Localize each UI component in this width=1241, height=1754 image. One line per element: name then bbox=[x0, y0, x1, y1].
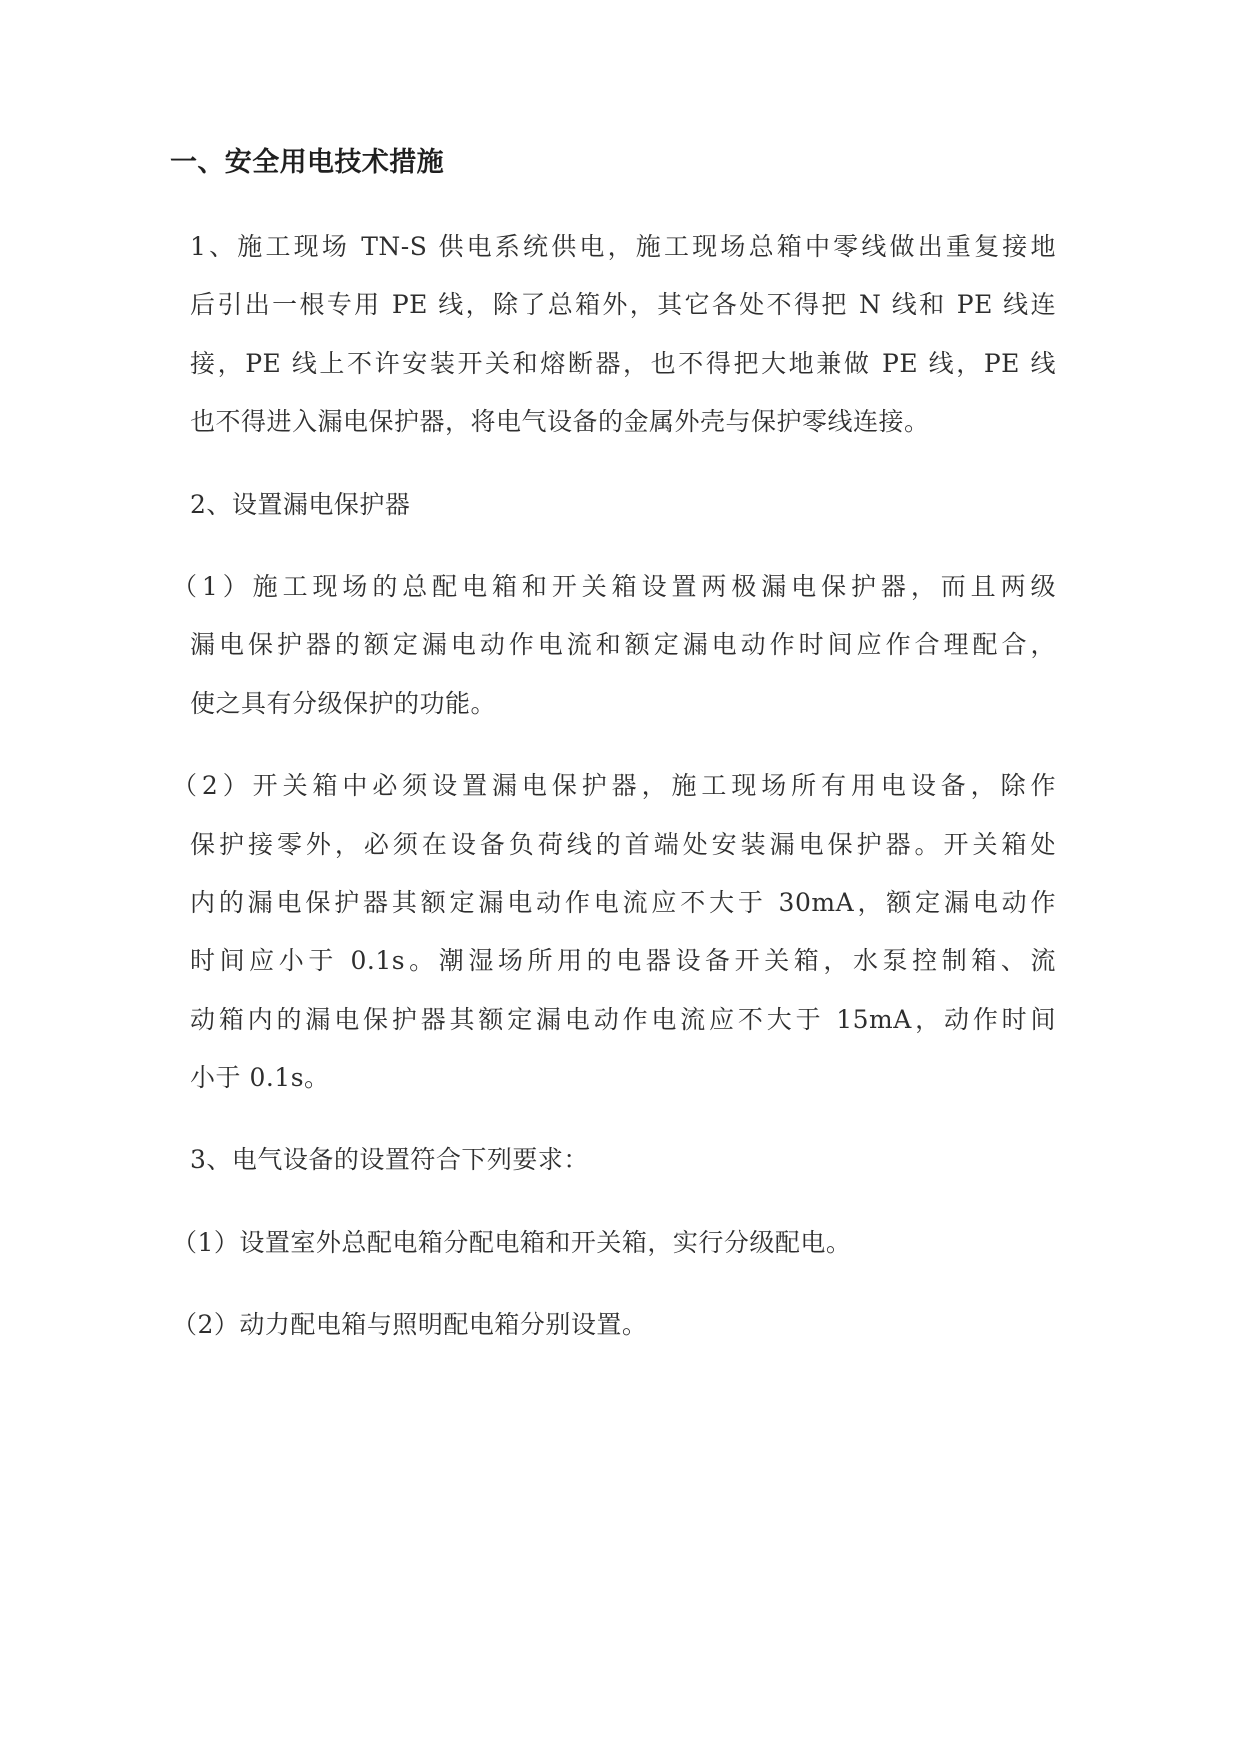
paragraph-line: 使之具有分级保护的功能。 bbox=[190, 688, 497, 718]
subheading-line: 3、电气设备的设置符合下列要求： bbox=[190, 1145, 589, 1175]
section-title: 一、安全用电技术措施 bbox=[170, 147, 444, 178]
paragraph-line: 内的漏电保护器其额定漏电动作电流应不大于 30mA，额定漏电动作 bbox=[190, 887, 1056, 917]
paragraph-line: 时间应小于 0.1s。潮湿场所用的电器设备开关箱，水泵控制箱、流 bbox=[190, 946, 1056, 976]
paragraph-line: （2）开关箱中必须设置漏电保护器，施工现场所有用电设备，除作 bbox=[172, 771, 1056, 801]
paragraph-requirement-1 bbox=[172, 1214, 1056, 1272]
paragraph-line: 动箱内的漏电保护器其额定漏电动作电流应不大于 15mA，动作时间 bbox=[190, 1004, 1056, 1034]
paragraph-line: （2）动力配电箱与照明配电箱分别设置。 bbox=[172, 1310, 648, 1340]
paragraph-line: 小于 0.1s。 bbox=[190, 1063, 330, 1093]
paragraph-line: 后引出一根专用 PE 线，除了总箱外，其它各处不得把 N 线和 PE 线连 bbox=[190, 290, 1056, 320]
subheading-line: 2、设置漏电保护器 bbox=[190, 489, 411, 519]
paragraph-requirement-2 bbox=[172, 1296, 1056, 1354]
paragraph-line: 也不得进入漏电保护器，将电气设备的金属外壳与保护零线连接。 bbox=[190, 407, 930, 437]
heading-leakage-protector bbox=[190, 476, 1056, 534]
paragraph-line: （1）施工现场的总配电箱和开关箱设置两极漏电保护器，而且两级 bbox=[172, 571, 1056, 601]
paragraph-line: 保护接零外，必须在设备负荷线的首端处安装漏电保护器。开关箱处 bbox=[190, 829, 1056, 859]
document-page bbox=[170, 134, 1056, 1379]
paragraph-item-2-switch-box bbox=[172, 757, 1056, 1107]
paragraph-line: 接，PE 线上不许安装开关和熔断器，也不得把大地兼做 PE 线，PE 线 bbox=[190, 348, 1056, 378]
paragraph-line: 1、施工现场 TN-S 供电系统供电，施工现场总箱中零线做出重复接地 bbox=[190, 232, 1056, 261]
paragraph-line: （1）设置室外总配电箱分配电箱和开关箱，实行分级配电。 bbox=[172, 1227, 852, 1257]
heading-equipment-requirements bbox=[190, 1131, 1056, 1189]
paragraph-tn-s-supply bbox=[190, 218, 1056, 452]
paragraph-line: 漏电保护器的额定漏电动作电流和额定漏电动作时间应作合理配合， bbox=[190, 630, 1056, 660]
paragraph-item-1-two-level-protection bbox=[172, 558, 1056, 733]
